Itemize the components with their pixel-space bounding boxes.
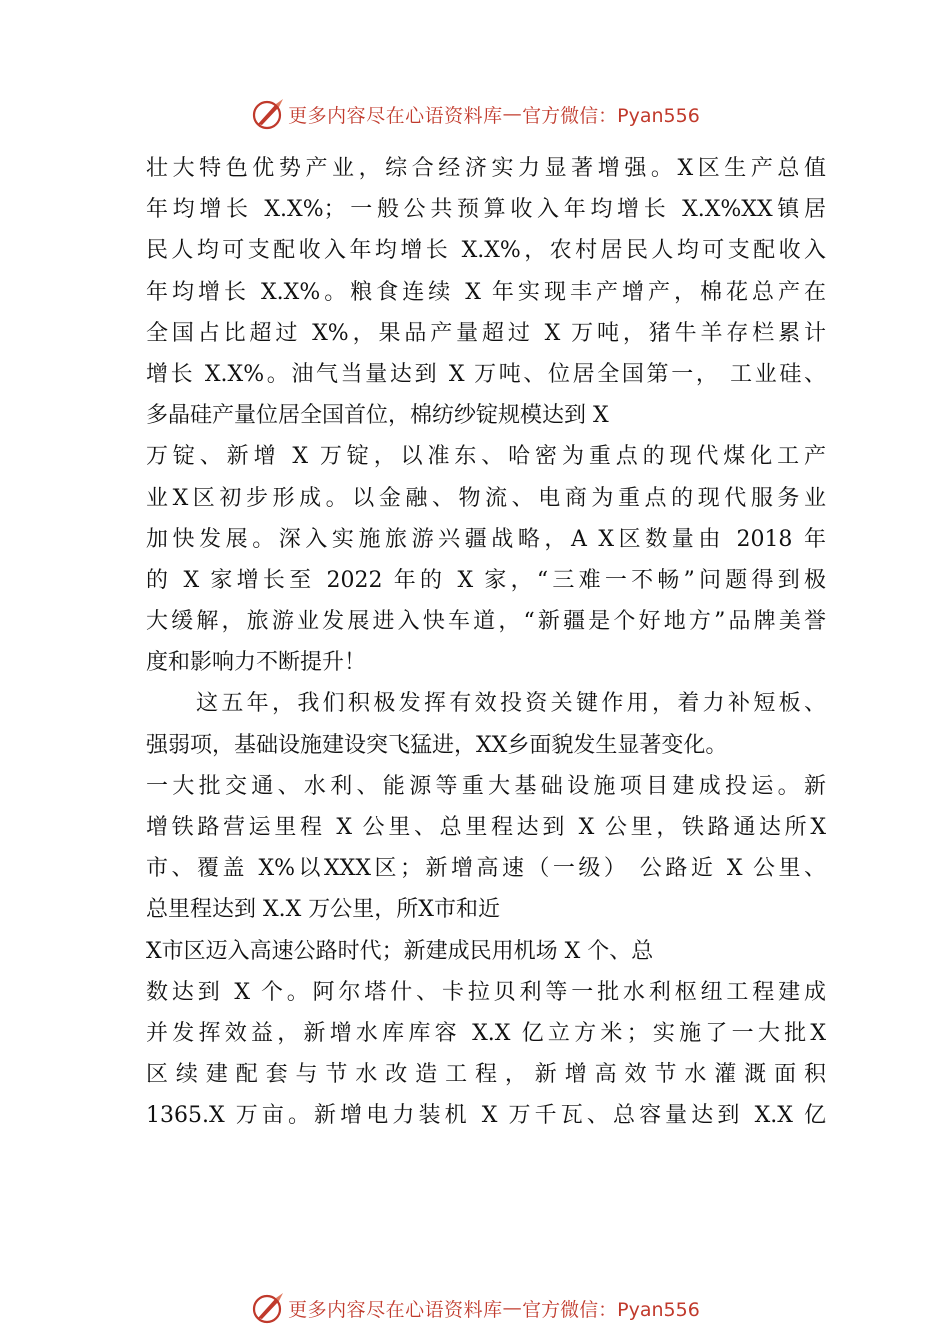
text-line: 一大批交通、水利、能源等重大基础设施项目建成投运。新 <box>146 773 826 799</box>
text-line: 区续建配套与节水改造工程，新增高效节水灌溉面积 <box>146 1062 826 1088</box>
banner-title: 更多内容尽在心语资料库 <box>288 1298 503 1321</box>
text-line: 增铁路营运里程 X 公里、总里程达到 X 公里，铁路通达所X <box>146 815 826 840</box>
text-line: 强弱项，基础设施建设突飞猛进，XX乡面貌发生显著变化。 <box>146 732 728 758</box>
banner-title: 更多内容尽在心语资料库 <box>288 104 503 127</box>
banner-separator: — <box>502 103 523 125</box>
text-line: 万锭、新增 X 万锭，以准东、哈密为重点的现代煤化工产 <box>146 444 826 470</box>
banner-separator: — <box>502 1297 523 1319</box>
text-line: 并发挥效益，新增水库库容 X.X 亿立方米；实施了一大批X <box>146 1020 826 1046</box>
text-line: 全国占比超过 X%，果品产量超过 X 万吨，猪牛羊存栏累计 <box>146 320 826 346</box>
footer-banner <box>0 1288 950 1328</box>
text-line: 的 X 家增长至 2022 年的 X 家，“三难一不畅”问题得到极 <box>146 567 826 593</box>
quill-logo-icon <box>250 96 286 132</box>
quill-logo-icon <box>250 1290 286 1326</box>
banner-wechat: 官方微信：Pyan556 <box>522 1298 700 1321</box>
text-line: 大缓解，旅游业发展进入快车道，“新疆是个好地方”品牌美誉 <box>146 609 826 635</box>
text-line: 业X区初步形成。以金融、物流、电商为重点的现代服务业 <box>146 485 826 511</box>
text-line: 1365.X 万亩。新增电力装机 X 万千瓦、总容量达到 X.X 亿 <box>146 1103 826 1129</box>
text-line: 增长 X.X%。油气当量达到 X 万吨、位居全国第一， 工业硅、 <box>146 361 826 387</box>
header-banner <box>0 94 950 134</box>
text-line: 这五年，我们积极发挥有效投资关键作用，着力补短板、 <box>196 691 826 717</box>
text-line: 壮大特色优势产业，综合经济实力显著增强。X区生产总值 <box>146 156 826 181</box>
text-line: 民人均可支配收入年均增长 X.X%，农村居民人均可支配收入 <box>146 238 826 264</box>
document-body <box>146 148 826 1137</box>
text-line: 总里程达到 X.X 万公里，所X市和近 <box>146 897 500 923</box>
text-line: 年均增长 X.X%。粮食连续 X 年实现丰产增产，棉花总产在 <box>146 279 826 305</box>
text-line: 加快发展。深入实施旅游兴疆战略，A X区数量由 2018 年 <box>146 526 826 552</box>
text-line: 市、覆盖 X%以XXX区；新增高速（一级） 公路近 X 公里、 <box>146 856 826 882</box>
text-line: X市区迈入高速公路时代；新建成民用机场 X 个、总 <box>146 938 654 964</box>
text-line: 度和影响力不断提升！ <box>146 650 367 676</box>
banner-wechat: 官方微信：Pyan556 <box>522 104 700 127</box>
text-line: 多晶硅产量位居全国首位，棉纺纱锭规模达到 X <box>146 403 609 429</box>
text-line: 数达到 X 个。阿尔塔什、卡拉贝利等一批水利枢纽工程建成 <box>146 979 826 1005</box>
text-line: 年均增长 X.X%；一般公共预算收入年均增长 X.X%XX镇居 <box>146 197 826 223</box>
